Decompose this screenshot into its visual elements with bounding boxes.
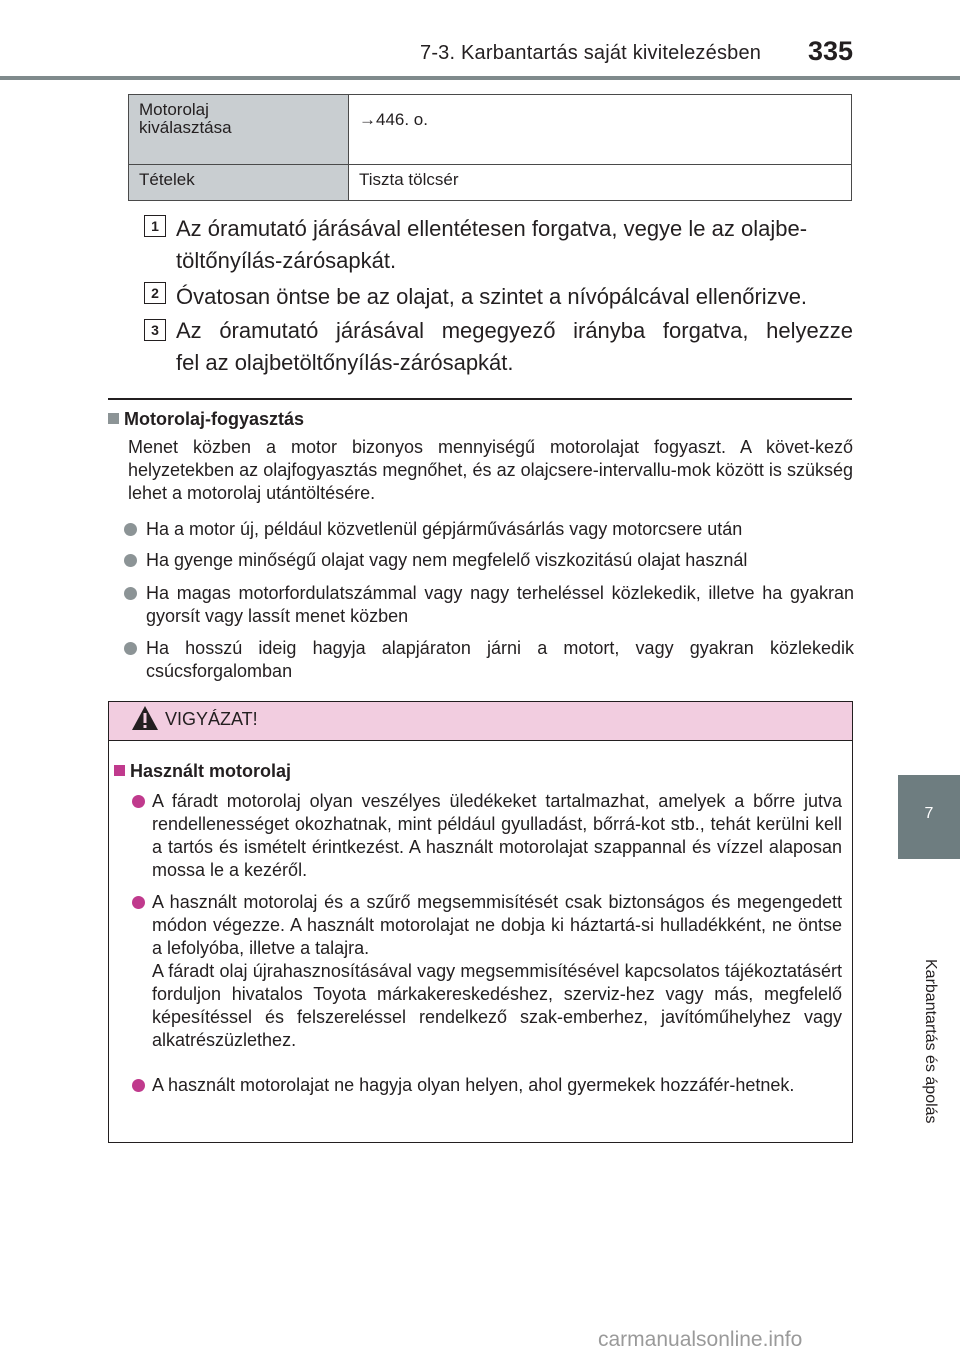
list-item-text: Ha hosszú ideig hagyja alapjáraton járni a motort, vagy gyakran közlekedik csúcsforgalomban (146, 638, 854, 681)
header-section-title: 7-3. Karbantartás saját kivitelezésben (420, 42, 762, 64)
list-item (124, 549, 854, 573)
list-item-paragraph: A használt motorolaj és a szűrő megsemmisítését csak biztonságos és megengedett módon végezze. A használt motorolajat ne dobja ki háztartá-si hulladékként, ne öntse a lefolyóba, illetve a talajra. (152, 892, 842, 958)
circle-bullet-icon (132, 1079, 145, 1092)
circle-bullet-icon (124, 587, 137, 600)
step-text (176, 315, 853, 379)
list-item (124, 637, 854, 685)
warning-triangle-icon (131, 705, 159, 731)
section-heading-text: Motorolaj-fogyasztás (124, 409, 305, 429)
page-number: 335 (808, 36, 854, 66)
warning-subheading-text: Használt motorolaj (130, 761, 292, 781)
section-heading (108, 409, 304, 430)
table-row (129, 165, 852, 201)
step-line: Az óramutató járásával megegyező irányba forgatva, helyezze (176, 318, 853, 343)
circle-bullet-icon (124, 523, 137, 536)
table-cell-value: →446. o. (349, 95, 852, 165)
list-item-text (152, 891, 842, 1052)
table-cell-value: Tiszta tölcsér (349, 165, 852, 201)
list-item-text: A használt motorolajat ne hagyja olyan helyen, ahol gyermekek hozzáfér-hetnek. (152, 1075, 795, 1095)
step-line: fel az olajbetöltőnyílás-zárósapkát. (176, 350, 514, 375)
step-line: töltőnyílás-zárósapkát. (176, 248, 397, 273)
table-cell-label (129, 95, 349, 165)
section-divider (108, 398, 852, 400)
header-rule (0, 76, 960, 80)
spec-table (128, 94, 852, 201)
warning-subheading (114, 761, 291, 782)
list-item (124, 582, 854, 630)
circle-bullet-icon (132, 896, 145, 909)
label-line: Motorolaj (139, 100, 209, 119)
list-item-text: A fáradt motorolaj olyan veszélyes üledékeket tartalmazhat, amelyek a bőrre jutva rendellenességet okozhatnak, mint például gyulladást, bőrrá-kot stb., tehát kerülni kell a tartós és ismételt érintkezést. A használt motorolajat szappannal és vízzel alaposan mossa le a kezéről. (152, 791, 842, 880)
list-item (132, 891, 842, 1066)
list-item (132, 790, 842, 886)
step-number-badge: 3 (144, 319, 166, 341)
step-number-badge: 1 (144, 215, 166, 237)
square-bullet-icon (108, 413, 119, 424)
warning-title: VIGYÁZAT! (165, 709, 258, 729)
step-text (176, 213, 853, 277)
list-item-text: Ha magas motorfordulatszámmal vagy nagy terheléssel közlekedik, illetve ha gyakran gyorsít vagy lassít menet közben (146, 583, 854, 626)
chapter-tab (898, 775, 960, 859)
step-line: Óvatosan öntse be az olajat, a szintet a nívópálcával ellenőrizve. (176, 284, 808, 309)
step-line: Az óramutató járásával ellentétesen forgatva, vegye le az olajbe- (176, 216, 808, 241)
section-intro: Menet közben a motor bizonyos mennyiségű motorolajat fogyaszt. A követ-kező helyzetekben az olajfogyasztás megnőhet, és az olajcsere-intervallu-mok között is szükség lehet a motorolaj utántöltésére. (128, 437, 853, 503)
list-item-text: Ha a motor új, például közvetlenül gépjárművásárlás vagy motorcsere után (146, 519, 743, 539)
square-bullet-icon (114, 765, 125, 776)
list-item-text: Ha gyenge minőségű olajat vagy nem megfelelő viszkozitású olajat használ (146, 550, 748, 570)
list-item-paragraph: A fáradt olaj újrahasznosításával vagy megsemmisítésével kapcsolatos tájékoztatásért forduljon hivatalos Toyota márkakereskedéshez, szerviz-hez vagy más, megfelelő képesítéssel és felszereléssel rendelkező szak-emberhez, javítóműhelyhez vagy alkatrészüzlethez. (152, 961, 842, 1050)
watermark-url: carmanualsonline.info (598, 1328, 803, 1351)
list-item (124, 518, 854, 542)
chapter-title-vertical: Karbantartás és ápolás (922, 959, 939, 1124)
label-line: kiválasztása (139, 118, 232, 137)
step-number-badge: 2 (144, 282, 166, 304)
chapter-number: 7 (924, 805, 934, 822)
circle-bullet-icon (124, 554, 137, 567)
circle-bullet-icon (132, 795, 145, 808)
list-item (132, 1074, 842, 1122)
circle-bullet-icon (124, 642, 137, 655)
step-text (176, 281, 853, 313)
table-cell-label: Tételek (129, 165, 349, 201)
table-row (129, 95, 852, 165)
